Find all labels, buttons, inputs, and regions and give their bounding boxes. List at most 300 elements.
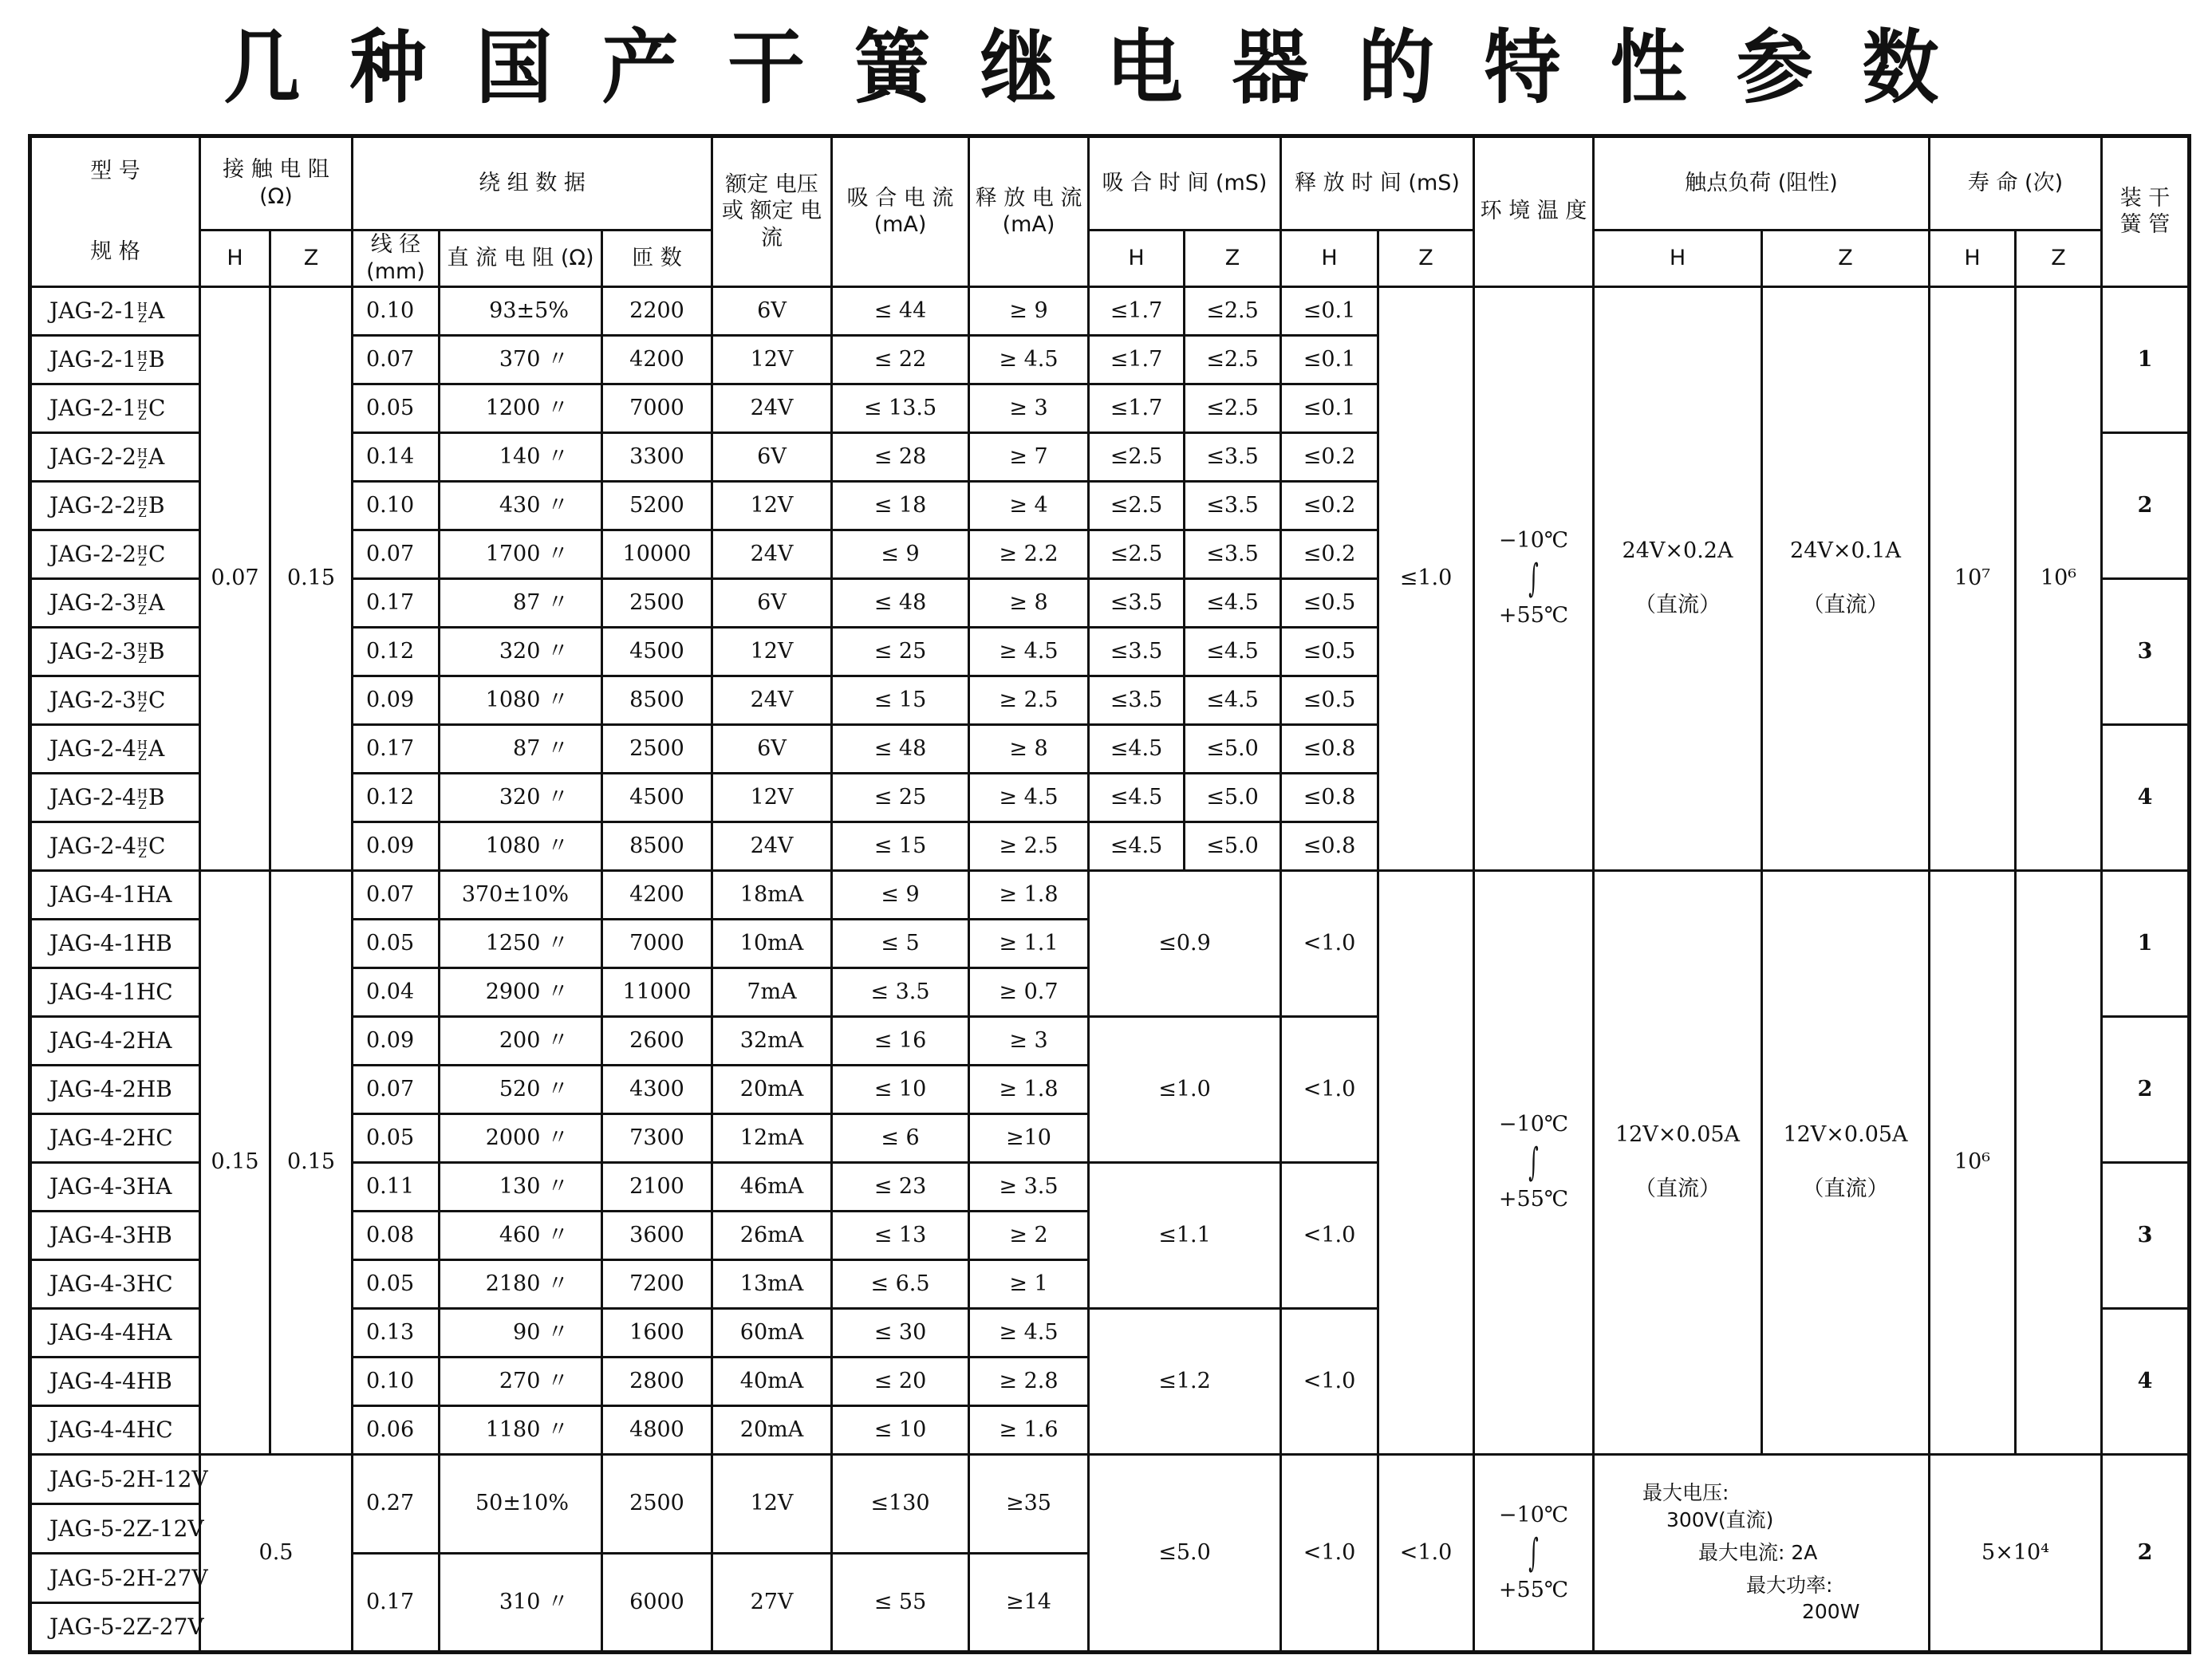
release-time-h: <1.0 [1281, 1308, 1378, 1454]
model-cell: JAG-4-1HB [30, 919, 200, 967]
wire-dia: 0.07 [353, 870, 440, 919]
pull-in-time-h: ≤4.5 [1089, 724, 1185, 773]
wire-dia: 0.06 [353, 1405, 440, 1454]
pull-in-current: ≤ 20 [832, 1357, 969, 1405]
hz-fraction: H Z [136, 591, 148, 617]
rated: 12V [712, 627, 832, 676]
pull-in-time: ≤0.9 [1089, 870, 1281, 1016]
reed-count: 4 [2102, 1308, 2190, 1454]
release-time-z: ≤1.0 [1378, 286, 1474, 870]
release-time-h: <1.0 [1281, 870, 1378, 1016]
release-current: ≥ 4.5 [969, 773, 1089, 822]
contact-resistance-h: 0.07 [200, 286, 270, 870]
range-tilde-icon: ∫ [1528, 1140, 1539, 1184]
dc-resistance: 1700 〃 [440, 530, 602, 578]
release-current: ≥ 4.5 [969, 335, 1089, 384]
wire-dia: 0.05 [353, 384, 440, 432]
model-cell: JAG-2-3 H Z C [30, 676, 200, 724]
release-current: ≥ 3.5 [969, 1162, 1089, 1211]
page-title: 几种国产干簧继电器的特性参数 [223, 21, 1989, 115]
pull-in-current: ≤130 [832, 1454, 969, 1553]
hz-fraction: H Z [136, 348, 148, 374]
turns: 4500 [602, 773, 712, 822]
turns: 8500 [602, 676, 712, 724]
wire-dia: 0.08 [353, 1211, 440, 1259]
wire-dia: 0.12 [353, 773, 440, 822]
contact-load-z: 24V×0.1A （直流） [1762, 286, 1930, 870]
pull-in-current: ≤ 10 [832, 1065, 969, 1113]
turns: 2800 [602, 1357, 712, 1405]
release-current: ≥ 4 [969, 481, 1089, 530]
life-z: 10⁶ [2016, 286, 2102, 870]
range-tilde-icon: ∫ [1528, 556, 1539, 601]
release-current: ≥ 2.5 [969, 676, 1089, 724]
header-rated: 额定 电压 或 额定 电流 [712, 136, 832, 287]
rated: 24V [712, 384, 832, 432]
pull-in-time-h: ≤1.7 [1089, 286, 1185, 335]
dc-resistance: 87 〃 [440, 724, 602, 773]
turns: 2500 [602, 578, 712, 627]
release-current: ≥14 [969, 1553, 1089, 1652]
wire-dia: 0.17 [353, 1553, 440, 1652]
release-current: ≥ 1.8 [969, 870, 1089, 919]
wire-dia: 0.11 [353, 1162, 440, 1211]
rated: 20mA [712, 1065, 832, 1113]
header-h: H [1594, 231, 1762, 287]
hz-fraction: H Z [136, 834, 148, 861]
pull-in-time-h: ≤3.5 [1089, 676, 1185, 724]
model-cell: JAG-4-4HB [30, 1357, 200, 1405]
model-cell: JAG-4-4HA [30, 1308, 200, 1357]
model-cell: JAG-2-3 H Z A [30, 578, 200, 627]
header-h: H [200, 231, 270, 287]
reed-count: 3 [2102, 578, 2190, 724]
dc-resistance: 520 〃 [440, 1065, 602, 1113]
header-release-current: 释 放 电 流 (mA) [969, 136, 1089, 287]
header-h: H [1089, 231, 1185, 287]
dc-resistance: 140 〃 [440, 432, 602, 481]
pull-in-current: ≤ 18 [832, 481, 969, 530]
pull-in-time: ≤1.2 [1089, 1308, 1281, 1454]
pull-in-time-z: ≤3.5 [1185, 481, 1281, 530]
dc-resistance: 2180 〃 [440, 1259, 602, 1308]
model-cell: JAG-2-1 H Z C [30, 384, 200, 432]
release-current: ≥10 [969, 1113, 1089, 1162]
header-wire-dia: 线 径 (mm) [353, 231, 440, 287]
header-turns: 匝 数 [602, 231, 712, 287]
release-time-h: ≤0.1 [1281, 384, 1378, 432]
dc-resistance: 2000 〃 [440, 1113, 602, 1162]
pull-in-time-h: ≤4.5 [1089, 822, 1185, 870]
rated: 24V [712, 822, 832, 870]
pull-in-current: ≤ 22 [832, 335, 969, 384]
hz-fraction: H Z [136, 494, 148, 520]
header-contact-resistance: 接 触 电 阻 (Ω) [200, 136, 353, 231]
header-model: 型 号 规 格 [30, 136, 200, 287]
wire-dia: 0.12 [353, 627, 440, 676]
turns: 2500 [602, 1454, 712, 1553]
pull-in-time-z: ≤2.5 [1185, 335, 1281, 384]
wire-dia: 0.13 [353, 1308, 440, 1357]
contact-resistance-z: 0.15 [270, 870, 353, 1454]
turns: 8500 [602, 822, 712, 870]
model-cell: JAG-4-1HC [30, 967, 200, 1016]
header-pull-in-time: 吸 合 时 间 (mS) [1089, 136, 1281, 231]
release-time-h: ≤0.8 [1281, 724, 1378, 773]
contact-load-h: 24V×0.2A （直流） [1594, 286, 1762, 870]
header-z: Z [2016, 231, 2102, 287]
pull-in-time-h: ≤2.5 [1089, 432, 1185, 481]
header-contact-load: 触点负荷 (阻性) [1594, 136, 1930, 231]
pull-in-time-h: ≤2.5 [1089, 481, 1185, 530]
model-cell: JAG-4-2HB [30, 1065, 200, 1113]
rated: 18mA [712, 870, 832, 919]
pull-in-current: ≤ 15 [832, 676, 969, 724]
pull-in-current: ≤ 48 [832, 724, 969, 773]
model-cell: JAG-2-3 H Z B [30, 627, 200, 676]
turns: 4200 [602, 870, 712, 919]
model-cell: JAG-2-2 H Z A [30, 432, 200, 481]
pull-in-current: ≤ 55 [832, 1553, 969, 1652]
rated: 12V [712, 481, 832, 530]
pull-in-time-z: ≤4.5 [1185, 627, 1281, 676]
release-current: ≥ 0.7 [969, 967, 1089, 1016]
reed-count: 1 [2102, 286, 2190, 432]
release-current: ≥ 2 [969, 1211, 1089, 1259]
rated: 6V [712, 724, 832, 773]
reed-count: 3 [2102, 1162, 2190, 1308]
reed-count: 4 [2102, 724, 2190, 870]
pull-in-time-h: ≤3.5 [1089, 578, 1185, 627]
header-z: Z [1185, 231, 1281, 287]
dc-resistance: 1080 〃 [440, 676, 602, 724]
model-cell: JAG-5-2Z-27V [30, 1602, 200, 1652]
wire-dia: 0.09 [353, 1016, 440, 1065]
release-current: ≥35 [969, 1454, 1089, 1553]
release-time-h: ≤0.2 [1281, 481, 1378, 530]
model-cell: JAG-4-2HA [30, 1016, 200, 1065]
pull-in-current: ≤ 15 [832, 822, 969, 870]
pull-in-time: ≤5.0 [1089, 1454, 1281, 1652]
release-current: ≥ 7 [969, 432, 1089, 481]
pull-in-time: ≤1.0 [1089, 1016, 1281, 1162]
rated: 6V [712, 286, 832, 335]
rated: 6V [712, 578, 832, 627]
release-current: ≥ 1.1 [969, 919, 1089, 967]
dc-resistance: 130 〃 [440, 1162, 602, 1211]
rated: 12V [712, 1454, 832, 1553]
turns: 2500 [602, 724, 712, 773]
pull-in-time: ≤1.1 [1089, 1162, 1281, 1308]
release-current: ≥ 3 [969, 1016, 1089, 1065]
reed-count: 2 [2102, 1016, 2190, 1162]
dc-resistance: 90 〃 [440, 1308, 602, 1357]
turns: 4200 [602, 335, 712, 384]
wire-dia: 0.17 [353, 724, 440, 773]
pull-in-current: ≤ 48 [832, 578, 969, 627]
wire-dia: 0.05 [353, 919, 440, 967]
rated: 6V [712, 432, 832, 481]
wire-dia: 0.17 [353, 578, 440, 627]
header-z: Z [270, 231, 353, 287]
pull-in-time-z: ≤5.0 [1185, 724, 1281, 773]
header-h: H [1281, 231, 1378, 287]
hz-fraction: H Z [136, 737, 148, 763]
rated: 27V [712, 1553, 832, 1652]
pull-in-time-z: ≤4.5 [1185, 578, 1281, 627]
rated: 7mA [712, 967, 832, 1016]
header-z: Z [1762, 231, 1930, 287]
release-current: ≥ 1 [969, 1259, 1089, 1308]
pull-in-current: ≤ 30 [832, 1308, 969, 1357]
rated: 12V [712, 335, 832, 384]
hz-fraction: H Z [136, 786, 148, 812]
pull-in-current: ≤ 13 [832, 1211, 969, 1259]
release-time-h: <1.0 [1281, 1016, 1378, 1162]
hz-fraction: H Z [136, 445, 148, 471]
wire-dia: 0.04 [353, 967, 440, 1016]
header-pull-in-current: 吸 合 电 流 (mA) [832, 136, 969, 287]
rated: 60mA [712, 1308, 832, 1357]
release-time-h: ≤0.5 [1281, 627, 1378, 676]
turns: 7000 [602, 384, 712, 432]
turns: 2100 [602, 1162, 712, 1211]
rated: 46mA [712, 1162, 832, 1211]
header-life: 寿 命 (次) [1930, 136, 2102, 231]
wire-dia: 0.05 [353, 1113, 440, 1162]
header-release-time: 释 放 时 间 (mS) [1281, 136, 1474, 231]
dc-resistance: 270 〃 [440, 1357, 602, 1405]
dc-resistance: 320 〃 [440, 773, 602, 822]
model-cell: JAG-2-1 H Z A [30, 286, 200, 335]
rated: 26mA [712, 1211, 832, 1259]
model-cell: JAG-5-2H-12V [30, 1454, 200, 1503]
release-time-h: ≤0.2 [1281, 530, 1378, 578]
life-z [2016, 870, 2102, 1454]
wire-dia: 0.27 [353, 1454, 440, 1553]
pull-in-current: ≤ 9 [832, 530, 969, 578]
turns: 11000 [602, 967, 712, 1016]
pull-in-current: ≤ 6.5 [832, 1259, 969, 1308]
turns: 4500 [602, 627, 712, 676]
dc-resistance: 430 〃 [440, 481, 602, 530]
release-time-h: ≤0.5 [1281, 578, 1378, 627]
wire-dia: 0.09 [353, 822, 440, 870]
contact-resistance: 0.5 [200, 1454, 353, 1652]
header-winding-data: 绕 组 数 据 [353, 136, 712, 231]
wire-dia: 0.14 [353, 432, 440, 481]
contact-resistance-z: 0.15 [270, 286, 353, 870]
turns: 7200 [602, 1259, 712, 1308]
dc-resistance: 200 〃 [440, 1016, 602, 1065]
contact-load-z: 12V×0.05A （直流） [1762, 870, 1930, 1454]
wire-dia: 0.09 [353, 676, 440, 724]
pull-in-time-h: ≤1.7 [1089, 335, 1185, 384]
model-cell: JAG-4-4HC [30, 1405, 200, 1454]
rated: 20mA [712, 1405, 832, 1454]
release-current: ≥ 2.2 [969, 530, 1089, 578]
turns: 7000 [602, 919, 712, 967]
release-time-h: <1.0 [1281, 1162, 1378, 1308]
pull-in-current: ≤ 6 [832, 1113, 969, 1162]
pull-in-time-h: ≤2.5 [1089, 530, 1185, 578]
release-time-z [1378, 870, 1474, 1454]
rated: 32mA [712, 1016, 832, 1065]
release-time-h: ≤0.8 [1281, 822, 1378, 870]
dc-resistance: 1200 〃 [440, 384, 602, 432]
wire-dia: 0.10 [353, 286, 440, 335]
rated: 10mA [712, 919, 832, 967]
turns: 1600 [602, 1308, 712, 1357]
dc-resistance: 50±10% [440, 1454, 602, 1553]
dc-resistance: 460 〃 [440, 1211, 602, 1259]
header-dc-resistance: 直 流 电 阻 (Ω) [440, 231, 602, 287]
rated: 12V [712, 773, 832, 822]
pull-in-current: ≤ 10 [832, 1405, 969, 1454]
reed-count: 2 [2102, 1454, 2190, 1652]
wire-dia: 0.05 [353, 1259, 440, 1308]
hz-fraction: H Z [136, 396, 148, 423]
model-cell: JAG-2-2 H Z B [30, 481, 200, 530]
pull-in-time-z: ≤3.5 [1185, 432, 1281, 481]
pull-in-current: ≤ 9 [832, 870, 969, 919]
dc-resistance: 320 〃 [440, 627, 602, 676]
release-time-z: <1.0 [1378, 1454, 1474, 1652]
model-cell: JAG-4-2HC [30, 1113, 200, 1162]
pull-in-current: ≤ 25 [832, 627, 969, 676]
pull-in-current: ≤ 5 [832, 919, 969, 967]
dc-resistance: 1250 〃 [440, 919, 602, 967]
header-h: H [1930, 231, 2016, 287]
release-current: ≥ 1.8 [969, 1065, 1089, 1113]
release-current: ≥ 2.5 [969, 822, 1089, 870]
turns: 4300 [602, 1065, 712, 1113]
life-h: 10⁷ [1930, 286, 2016, 870]
model-cell: JAG-2-4 H Z B [30, 773, 200, 822]
dc-resistance: 1080 〃 [440, 822, 602, 870]
release-current: ≥ 4.5 [969, 1308, 1089, 1357]
pull-in-time-z: ≤2.5 [1185, 286, 1281, 335]
contact-resistance-h: 0.15 [200, 870, 270, 1454]
contact-load-h: 12V×0.05A （直流） [1594, 870, 1762, 1454]
pull-in-time-h: ≤1.7 [1089, 384, 1185, 432]
release-current: ≥ 2.8 [969, 1357, 1089, 1405]
turns: 3600 [602, 1211, 712, 1259]
pull-in-time-z: ≤5.0 [1185, 822, 1281, 870]
rated: 12mA [712, 1113, 832, 1162]
turns: 6000 [602, 1553, 712, 1652]
turns: 10000 [602, 530, 712, 578]
release-current: ≥ 8 [969, 578, 1089, 627]
release-current: ≥ 8 [969, 724, 1089, 773]
pull-in-time-h: ≤4.5 [1089, 773, 1185, 822]
turns: 4800 [602, 1405, 712, 1454]
dc-resistance: 2900 〃 [440, 967, 602, 1016]
dc-resistance: 1180 〃 [440, 1405, 602, 1454]
release-time-h: ≤0.5 [1281, 676, 1378, 724]
wire-dia: 0.10 [353, 481, 440, 530]
range-tilde-icon: ∫ [1528, 1530, 1539, 1575]
release-time-h: ≤0.1 [1281, 335, 1378, 384]
turns: 5200 [602, 481, 712, 530]
model-cell: JAG-4-1HA [30, 870, 200, 919]
turns: 2600 [602, 1016, 712, 1065]
pull-in-time-h: ≤3.5 [1089, 627, 1185, 676]
dc-resistance: 370 〃 [440, 335, 602, 384]
dc-resistance: 310 〃 [440, 1553, 602, 1652]
rated: 13mA [712, 1259, 832, 1308]
header-z: Z [1378, 231, 1474, 287]
dc-resistance: 87 〃 [440, 578, 602, 627]
reed-count: 1 [2102, 870, 2190, 1016]
release-current: ≥ 4.5 [969, 627, 1089, 676]
wire-dia: 0.07 [353, 1065, 440, 1113]
release-time-h: ≤0.2 [1281, 432, 1378, 481]
release-time-h: ≤0.8 [1281, 773, 1378, 822]
release-time-h: <1.0 [1281, 1454, 1378, 1652]
relay-spec-table [28, 134, 2191, 1654]
wire-dia: 0.10 [353, 1357, 440, 1405]
model-cell: JAG-5-2H-27V [30, 1553, 200, 1602]
life: 5×10⁴ [1930, 1454, 2102, 1652]
turns: 3300 [602, 432, 712, 481]
dc-resistance: 93±5% [440, 286, 602, 335]
model-cell: JAG-2-4 H Z C [30, 822, 200, 870]
hz-fraction: H Z [136, 688, 148, 715]
rated: 24V [712, 676, 832, 724]
model-cell: JAG-2-4 H Z A [30, 724, 200, 773]
life-h: 10⁶ [1930, 870, 2016, 1454]
pull-in-current: ≤ 16 [832, 1016, 969, 1065]
release-current: ≥ 1.6 [969, 1405, 1089, 1454]
rated: 40mA [712, 1357, 832, 1405]
hz-fraction: H Z [136, 299, 148, 325]
pull-in-current: ≤ 3.5 [832, 967, 969, 1016]
pull-in-current: ≤ 28 [832, 432, 969, 481]
pull-in-current: ≤ 25 [832, 773, 969, 822]
env-temp: −10℃ ∫ +55℃ [1474, 286, 1594, 870]
release-current: ≥ 9 [969, 286, 1089, 335]
turns: 2200 [602, 286, 712, 335]
dc-resistance: 370±10% [440, 870, 602, 919]
env-temp: −10℃ ∫ +55℃ [1474, 1454, 1594, 1652]
wire-dia: 0.07 [353, 530, 440, 578]
model-cell: JAG-2-2 H Z C [30, 530, 200, 578]
pull-in-time-z: ≤3.5 [1185, 530, 1281, 578]
pull-in-time-z: ≤5.0 [1185, 773, 1281, 822]
pull-in-current: ≤ 23 [832, 1162, 969, 1211]
pull-in-time-z: ≤4.5 [1185, 676, 1281, 724]
header-env-temp: 环 境 温 度 [1474, 136, 1594, 287]
rated: 24V [712, 530, 832, 578]
contact-load: 最大电压: 300V(直流) 最大电流: 2A 最大功率: 200W [1594, 1454, 1930, 1652]
turns: 7300 [602, 1113, 712, 1162]
env-temp: −10℃ ∫ +55℃ [1474, 870, 1594, 1454]
pull-in-current: ≤ 44 [832, 286, 969, 335]
pull-in-current: ≤ 13.5 [832, 384, 969, 432]
model-cell: JAG-5-2Z-12V [30, 1503, 200, 1553]
model-cell: JAG-4-3HA [30, 1162, 200, 1211]
pull-in-time-z: ≤2.5 [1185, 384, 1281, 432]
release-time-h: ≤0.1 [1281, 286, 1378, 335]
wire-dia: 0.07 [353, 335, 440, 384]
header-reed-count: 装 干 簧 管 [2102, 136, 2190, 287]
release-current: ≥ 3 [969, 384, 1089, 432]
model-cell: JAG-4-3HC [30, 1259, 200, 1308]
model-cell: JAG-4-3HB [30, 1211, 200, 1259]
hz-fraction: H Z [136, 542, 148, 569]
model-cell: JAG-2-1 H Z B [30, 335, 200, 384]
